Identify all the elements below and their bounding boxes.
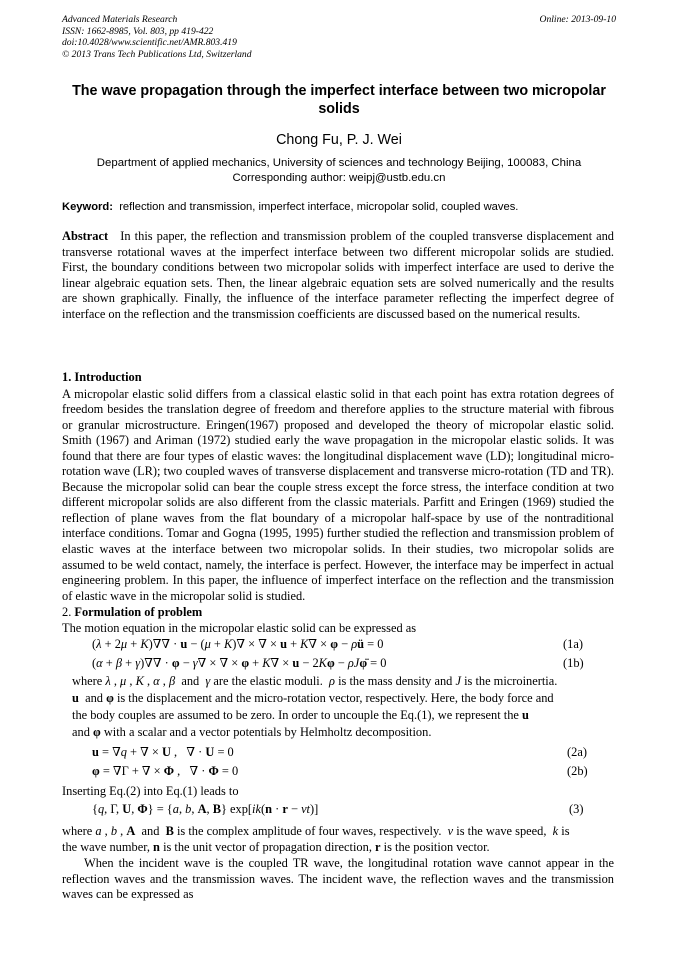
section-title: Formulation of problem <box>74 605 203 619</box>
abstract-label: Abstract <box>62 229 109 243</box>
where-position-vector: is the position vector. <box>383 840 490 854</box>
equation-1b-number: (1b) <box>563 656 584 670</box>
journal-name: Advanced Materials Research <box>62 14 178 25</box>
equation-1a: (λ + 2μ + K)∇∇ · u − (μ + K)∇ × ∇ × u + K∇ × φ − ρü = 0 <box>92 637 384 651</box>
where-wave-speed: is the wave speed, <box>456 824 547 838</box>
introduction-body: A micropolar elastic solid differs from a classical elastic solid in that each point has extra rotation degrees of freedom besides the translation degree of freedom and therefore applies to the structure material with fibrous or granular microstructure. Eringen(1967) proposed and developed the theory of micropolar elastic solid. Smith (1967) and Ariman (1972) studied early the wave propagation in the micropolar elastic solids. It was found that there are four types of elastic waves: the longitudinal displacement wave (LD); longitudinal micro-rotation wave (LR); two coupled waves of transverse displacement and transverse micro-rotation (TD and TR). Because the micropolar solid can bear the couple stress except the force stress, the interface condition at two different micropolar solids are also different from the classic materials. Parfitt and Eringen (1969) studied the reflection of plane waves from the flat boundary of a micropolar half-space by use of the nontraditional interface conditions. Tomar and Gogna (1995, 1995) further studied the reflection and transmission problem of elastic waves at the interface between two micropolar solids. In their studies, two micropolar solids are assumed to be weld contact, namely, the interface is perfect. However, the interface may be imperfect in actual engineering problem. In this paper, the influence of imperfect interface on the reflection and the transmission of elastic wave in the micropolar solid is studied. <box>62 386 614 603</box>
where-line-2: u and φ is the displacement and the micro-rotation vector, respectively. Here, the body force and <box>72 691 554 705</box>
where-line-1: where λ , μ , K , α , β and γ are the elastic moduli. ρ is the mass density and J is the microinertia. <box>72 674 558 688</box>
issn: ISSN: 1662-8985, Vol. 803, pp 419-422 <box>62 25 214 37</box>
authors: Chong Fu, P. J. Wei <box>276 132 402 148</box>
equation-2b: φ = ∇Γ + ∇ × Φ , ∇ · Φ = 0 <box>92 764 239 778</box>
equation-3-number: (3) <box>569 802 584 816</box>
where-is: is <box>561 824 570 838</box>
where-elastic-moduli: are the elastic moduli. <box>213 674 323 688</box>
equation-2a-number: (2a) <box>567 745 587 759</box>
where-amplitude: is the complex amplitude of four waves, respectively. <box>176 824 442 838</box>
doi: doi:10.4028/www.scientific.net/AMR.803.419 <box>62 37 237 48</box>
where-body-couples: the body couples are assumed to be zero. In order to uncouple the Eq.(1), we represent the <box>72 708 519 722</box>
where-wave-number: the wave number, <box>62 840 150 854</box>
where-line-6: the wave number, n is the unit vector of propagation direction, r is the position vector. <box>62 840 490 854</box>
equation-3: {q, Γ, U, Φ} = {a, b, A, B} exp[ik(n · r − vt)] <box>92 802 319 816</box>
section-number: 2. <box>62 605 72 619</box>
introduction-text <box>62 371 614 604</box>
where-microinertia: is the microinertia. <box>464 674 558 688</box>
equation-1b: (α + β + γ)∇∇ · φ − γ∇ × ∇ × φ + K∇ × u − 2Kφ − ρJφ̈ = 0 <box>92 656 387 670</box>
where-displacement: is the displacement and the micro-rotation vector, respectively. Here, the body force and <box>116 691 554 705</box>
equation-1a-number: (1a) <box>563 637 583 651</box>
keywords <box>62 200 616 214</box>
affiliation-line: Department of applied mechanics, University of sciences and technology Beijing, 100083, China <box>96 157 582 169</box>
formulation-intro: The motion equation in the micropolar elastic solid can be expressed as <box>62 621 417 635</box>
affiliation <box>62 156 616 186</box>
section-heading-formulation <box>62 605 614 621</box>
equation-2a: u = ∇q + ∇ × U , ∇ · U = 0 <box>92 745 234 759</box>
section-heading-introduction: 1. Introduction <box>62 370 142 384</box>
equation-2b-number: (2b) <box>567 764 588 778</box>
journal-header <box>62 14 616 60</box>
abstract <box>62 229 614 322</box>
where-helmholtz: with a scalar and a vector potentials by Helmholtz decomposition. <box>103 725 432 739</box>
copyright: © 2013 Trans Tech Publications Ltd, Switzerland <box>62 48 252 60</box>
where-line-4: and φ with a scalar and a vector potentials by Helmholtz decomposition. <box>72 725 432 739</box>
keyword-text: reflection and transmission, imperfect interface, micropolar solid, coupled waves. <box>119 201 519 213</box>
last-paragraph: When the incident wave is the coupled TR wave, the longitudinal rotation wave cannot appear in the reflection waves and the transmission waves. The incident wave, the reflection waves and the transmission waves can be expressed as <box>62 856 614 902</box>
inserting-text: Inserting Eq.(2) into Eq.(1) leads to <box>62 784 239 798</box>
where-mass-density: is the mass density and <box>338 674 453 688</box>
paper-title: The wave propagation through the imperfect interface between two micropolar solids <box>72 83 606 117</box>
online-date: Online: 2013-09-10 <box>539 14 616 25</box>
abstract-text: In this paper, the reflection and transmission problem of the coupled transverse displacement and transverse rotational waves at the imperfect interface between two different micropolar solids are studied. First, the boundary conditions between two micropolar solids with imperfect interface are used to derive the linear algebraic equation sets. Then, the linear algebraic equation sets are solved numerically and the results are shown graphically. Finally, the influence of the interface parameter reflecting the imperfect degree of interface on the reflection and the transmission coefficients are discussed based on the numerical results. <box>62 229 615 321</box>
corresponding-author: Corresponding author: weipj@ustb.edu.cn <box>232 172 446 184</box>
where-line-3: the body couples are assumed to be zero. In order to uncouple the Eq.(1), we represent the u <box>72 708 529 722</box>
where-line-5: where a , b , A and B is the complex amplitude of four waves, respectively. v is the wave speed, k is <box>62 824 570 838</box>
keyword-label: Keyword: <box>62 201 113 213</box>
where-unit-vector: is the unit vector of propagation direction, <box>163 840 372 854</box>
